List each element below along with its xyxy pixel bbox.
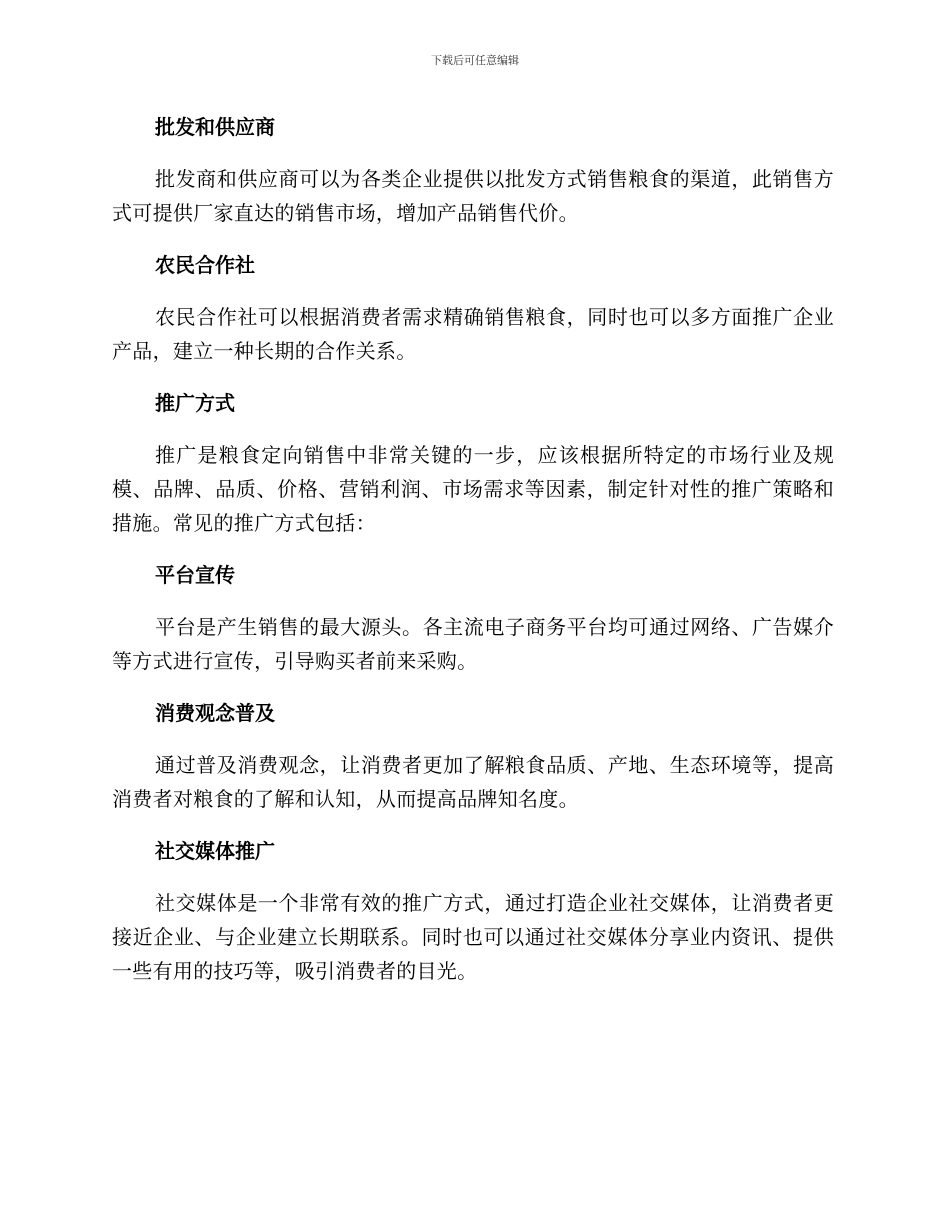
section-paragraph: 通过普及消费观念，让消费者更加了解粮食品质、产地、生态环境等，提高消费者对粮食的了解和认知，从而提高品牌知名度。 bbox=[112, 753, 834, 811]
section-paragraph: 社交媒体是一个非常有效的推广方式，通过打造企业社交媒体，让消费者更接近企业、与企业建立长期联系。同时也可以通过社交媒体分享业内资讯、提供一些有用的技巧等，吸引消费者的目光。 bbox=[112, 891, 834, 983]
section-consumer-awareness bbox=[112, 694, 834, 816]
section-promotion-methods bbox=[112, 384, 834, 540]
page-header: 下载后可任意编辑 bbox=[431, 54, 519, 67]
section-heading: 农民合作社 bbox=[155, 253, 255, 277]
document-body bbox=[112, 108, 834, 1004]
section-heading: 平台宣传 bbox=[155, 563, 235, 587]
section-cooperative bbox=[112, 246, 834, 368]
section-heading: 消费观念普及 bbox=[155, 701, 275, 725]
section-paragraph: 平台是产生销售的最大源头。各主流电子商务平台均可通过网络、广告媒介等方式进行宣传，引导购买者前来采购。 bbox=[112, 615, 834, 673]
section-social-media bbox=[112, 832, 834, 988]
section-platform-promotion bbox=[112, 556, 834, 678]
section-paragraph: 批发商和供应商可以为各类企业提供以批发方式销售粮食的渠道，此销售方式可提供厂家直达的销售市场，增加产品销售代价。 bbox=[112, 167, 834, 225]
section-heading: 推广方式 bbox=[155, 391, 235, 415]
section-heading: 社交媒体推广 bbox=[155, 839, 275, 863]
section-heading: 批发和供应商 bbox=[155, 115, 275, 139]
section-paragraph: 推广是粮食定向销售中非常关键的一步，应该根据所特定的市场行业及规模、品牌、品质、价格、营销利润、市场需求等因素，制定针对性的推广策略和措施。常见的推广方式包括： bbox=[112, 443, 834, 535]
section-wholesale bbox=[112, 108, 834, 230]
section-paragraph: 农民合作社可以根据消费者需求精确销售粮食，同时也可以多方面推广企业产品，建立一种长期的合作关系。 bbox=[112, 305, 834, 363]
